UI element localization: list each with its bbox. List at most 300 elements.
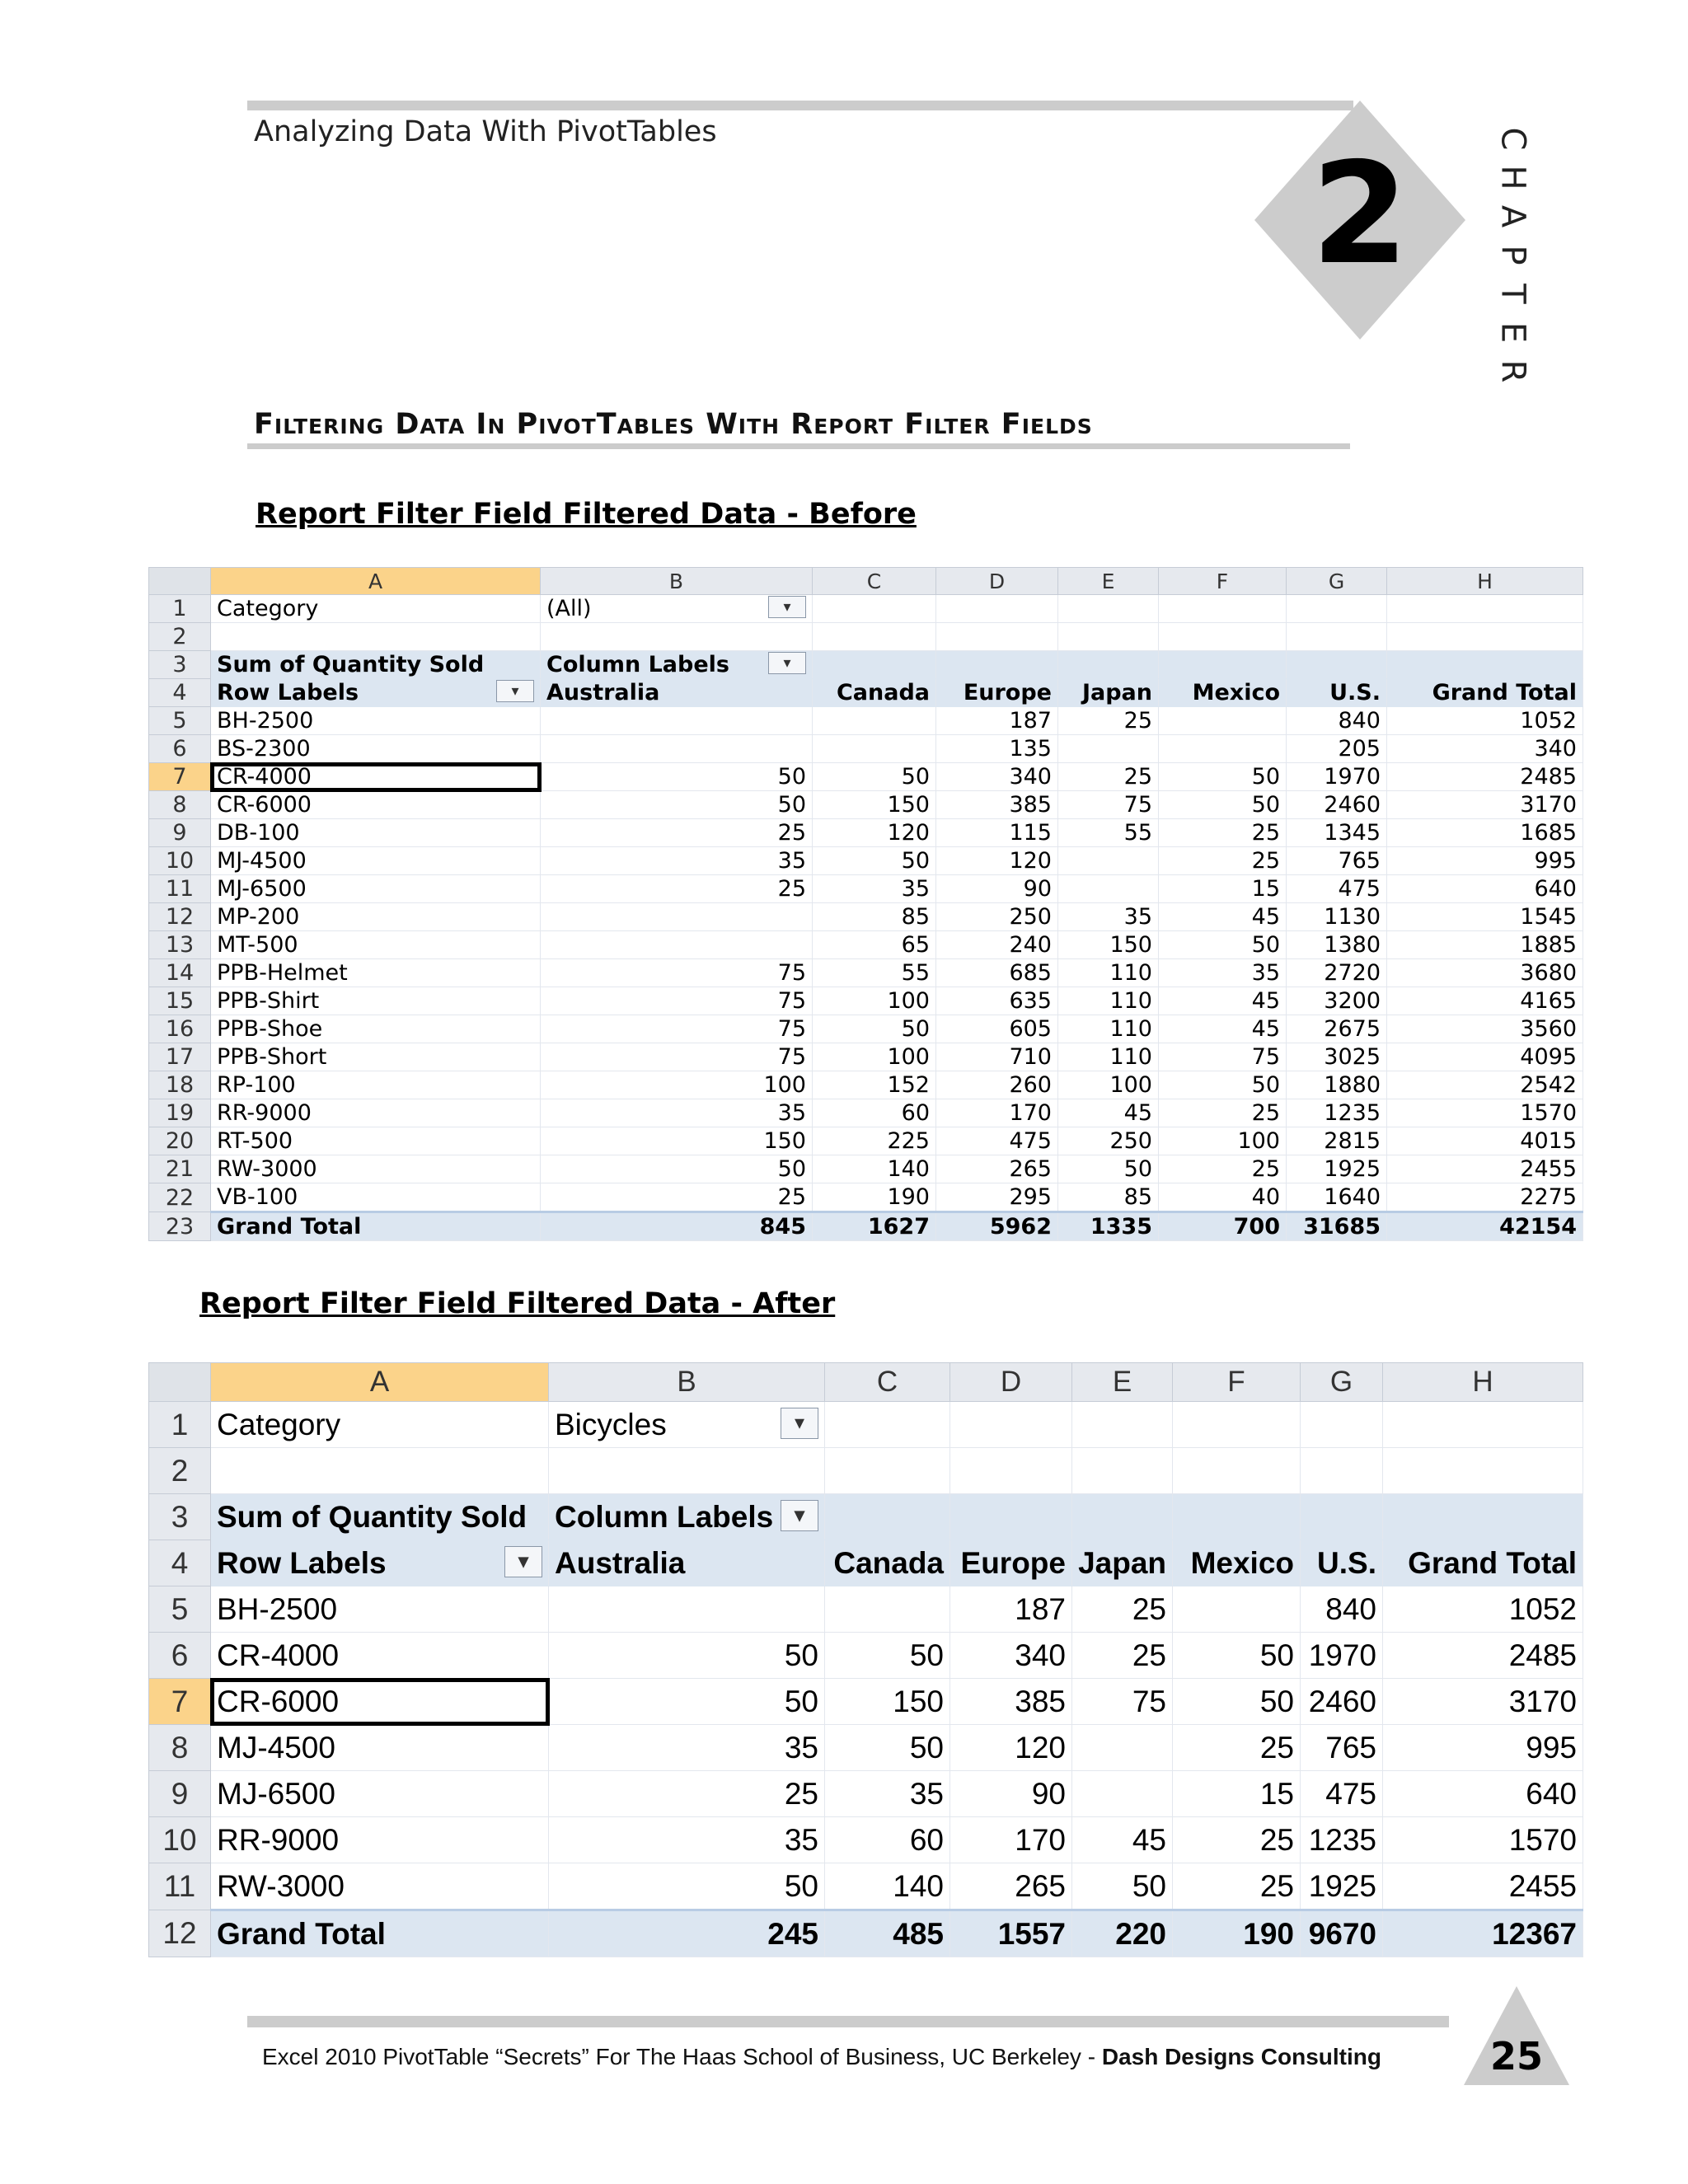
empty-cell[interactable] — [1301, 1402, 1383, 1448]
empty-cell[interactable] — [541, 623, 813, 651]
value-cell[interactable]: 50 — [541, 763, 813, 791]
empty-cell[interactable] — [1173, 1402, 1301, 1448]
value-cell[interactable] — [541, 735, 813, 763]
value-cell[interactable]: 205 — [1287, 735, 1387, 763]
select-all-corner[interactable] — [149, 1363, 211, 1402]
value-cell[interactable] — [1072, 1725, 1173, 1771]
row-labels-cell[interactable] — [211, 1540, 549, 1586]
value-cell[interactable] — [1058, 847, 1159, 875]
value-cell[interactable]: 25 — [549, 1771, 825, 1817]
value-cell[interactable]: 140 — [813, 1155, 936, 1183]
value-cell[interactable]: 50 — [813, 847, 936, 875]
value-cell[interactable]: 150 — [813, 791, 936, 819]
value-cell[interactable]: 40 — [1159, 1183, 1287, 1212]
grand-total-value[interactable]: 245 — [549, 1910, 825, 1957]
value-cell[interactable]: 1130 — [1287, 903, 1387, 931]
row-labels-dropdown-button[interactable]: ▾ — [496, 680, 534, 702]
value-cell[interactable]: 2455 — [1383, 1863, 1583, 1910]
value-cell[interactable] — [825, 1586, 950, 1633]
empty-cell[interactable] — [1383, 1402, 1583, 1448]
row-label-cell[interactable]: CR-6000 — [211, 1679, 549, 1725]
value-cell[interactable]: 50 — [1159, 763, 1287, 791]
empty-cell[interactable] — [936, 595, 1058, 623]
values-label[interactable]: Sum of Quantity Sold — [211, 651, 541, 679]
value-cell[interactable]: 1925 — [1287, 1155, 1387, 1183]
column-header-g[interactable]: G — [1301, 1363, 1383, 1402]
value-cell[interactable]: 475 — [936, 1127, 1058, 1155]
value-cell[interactable]: 25 — [1058, 707, 1159, 735]
value-cell[interactable]: 50 — [549, 1863, 825, 1910]
column-labels-cell[interactable] — [549, 1494, 825, 1540]
value-cell[interactable]: 50 — [1159, 931, 1287, 959]
row-header-2[interactable]: 2 — [149, 623, 211, 651]
row-header-4[interactable]: 4 — [149, 679, 211, 707]
grand-total-value[interactable]: 5962 — [936, 1212, 1058, 1241]
value-cell[interactable]: 170 — [950, 1817, 1072, 1863]
value-cell[interactable]: 225 — [813, 1127, 936, 1155]
value-cell[interactable] — [1159, 735, 1287, 763]
value-cell[interactable]: 85 — [813, 903, 936, 931]
value-cell[interactable]: 50 — [549, 1679, 825, 1725]
column-labels-cell[interactable] — [541, 651, 813, 679]
row-label-cell[interactable]: BH-2500 — [211, 1586, 549, 1633]
value-cell[interactable]: 2460 — [1301, 1679, 1383, 1725]
value-cell[interactable] — [1072, 1771, 1173, 1817]
value-cell[interactable]: 840 — [1301, 1586, 1383, 1633]
pivot-column-heading[interactable]: Mexico — [1159, 679, 1287, 707]
row-label-cell[interactable]: MJ-6500 — [211, 875, 541, 903]
value-cell[interactable]: 25 — [1173, 1863, 1301, 1910]
value-cell[interactable] — [541, 903, 813, 931]
value-cell[interactable]: 475 — [1287, 875, 1387, 903]
value-cell[interactable]: 110 — [1058, 1043, 1159, 1071]
empty-cell[interactable] — [1287, 623, 1387, 651]
empty-cell[interactable] — [211, 1448, 549, 1494]
value-cell[interactable]: 45 — [1159, 1015, 1287, 1043]
value-cell[interactable]: 25 — [1173, 1725, 1301, 1771]
value-cell[interactable]: 1052 — [1383, 1586, 1583, 1633]
row-header-3[interactable]: 3 — [149, 651, 211, 679]
pivot-column-heading[interactable]: Canada — [825, 1540, 950, 1586]
value-cell[interactable]: 635 — [936, 987, 1058, 1015]
empty-cell[interactable] — [825, 1402, 950, 1448]
empty-cell[interactable] — [1072, 1448, 1173, 1494]
column-header-h[interactable]: H — [1387, 568, 1583, 595]
value-cell[interactable]: 135 — [936, 735, 1058, 763]
value-cell[interactable] — [1058, 735, 1159, 763]
value-cell[interactable]: 187 — [936, 707, 1058, 735]
row-label-cell[interactable]: PPB-Short — [211, 1043, 541, 1071]
value-cell[interactable]: 50 — [825, 1633, 950, 1679]
row-label-cell[interactable]: PPB-Shoe — [211, 1015, 541, 1043]
value-cell[interactable]: 150 — [825, 1679, 950, 1725]
value-cell[interactable]: 1052 — [1387, 707, 1583, 735]
row-label-cell[interactable]: MP-200 — [211, 903, 541, 931]
empty-cell[interactable] — [825, 1494, 950, 1540]
value-cell[interactable] — [541, 707, 813, 735]
row-header-18[interactable]: 18 — [149, 1071, 211, 1099]
value-cell[interactable] — [1159, 707, 1287, 735]
value-cell[interactable]: 640 — [1383, 1771, 1583, 1817]
value-cell[interactable]: 25 — [1159, 1099, 1287, 1127]
pivot-column-heading[interactable]: Mexico — [1173, 1540, 1301, 1586]
grand-total-value[interactable]: 12367 — [1383, 1910, 1583, 1957]
column-header-f[interactable]: F — [1159, 568, 1287, 595]
value-cell[interactable]: 1970 — [1287, 763, 1387, 791]
value-cell[interactable]: 25 — [541, 1183, 813, 1212]
value-cell[interactable]: 100 — [1058, 1071, 1159, 1099]
value-cell[interactable]: 110 — [1058, 1015, 1159, 1043]
filter-dropdown-button[interactable]: ▾ — [781, 1408, 818, 1439]
value-cell[interactable]: 25 — [1159, 847, 1287, 875]
column-header-b[interactable]: B — [549, 1363, 825, 1402]
value-cell[interactable]: 100 — [813, 987, 936, 1015]
value-cell[interactable]: 1345 — [1287, 819, 1387, 847]
value-cell[interactable]: 1640 — [1287, 1183, 1387, 1212]
empty-cell[interactable] — [1072, 1402, 1173, 1448]
row-labels-dropdown-button[interactable]: ▾ — [504, 1546, 542, 1577]
value-cell[interactable]: 2675 — [1287, 1015, 1387, 1043]
value-cell[interactable]: 110 — [1058, 959, 1159, 987]
value-cell[interactable]: 35 — [549, 1725, 825, 1771]
column-header-c[interactable]: C — [813, 568, 936, 595]
empty-cell[interactable] — [1301, 1448, 1383, 1494]
value-cell[interactable]: 50 — [1072, 1863, 1173, 1910]
empty-cell[interactable] — [1387, 651, 1583, 679]
empty-cell[interactable] — [1058, 623, 1159, 651]
value-cell[interactable]: 605 — [936, 1015, 1058, 1043]
value-cell[interactable]: 1685 — [1387, 819, 1583, 847]
empty-cell[interactable] — [1159, 595, 1287, 623]
pivot-column-heading[interactable]: U.S. — [1287, 679, 1387, 707]
value-cell[interactable]: 100 — [1159, 1127, 1287, 1155]
select-all-corner[interactable] — [149, 568, 211, 595]
value-cell[interactable]: 150 — [541, 1127, 813, 1155]
value-cell[interactable]: 45 — [1072, 1817, 1173, 1863]
value-cell[interactable]: 840 — [1287, 707, 1387, 735]
value-cell[interactable]: 295 — [936, 1183, 1058, 1212]
value-cell[interactable]: 1885 — [1387, 931, 1583, 959]
value-cell[interactable]: 140 — [825, 1863, 950, 1910]
column-labels-dropdown-button[interactable]: ▾ — [768, 652, 806, 674]
value-cell[interactable]: 85 — [1058, 1183, 1159, 1212]
empty-cell[interactable] — [1387, 623, 1583, 651]
value-cell[interactable]: 640 — [1387, 875, 1583, 903]
grand-total-value[interactable]: 220 — [1072, 1910, 1173, 1957]
row-label-cell[interactable]: BS-2300 — [211, 735, 541, 763]
column-header-a[interactable]: A — [211, 1363, 549, 1402]
row-header-3[interactable]: 3 — [149, 1494, 211, 1540]
row-label-cell[interactable]: PPB-Helmet — [211, 959, 541, 987]
column-header-e[interactable]: E — [1058, 568, 1159, 595]
pivot-column-heading[interactable]: Europe — [950, 1540, 1072, 1586]
column-header-h[interactable]: H — [1383, 1363, 1583, 1402]
row-header-8[interactable]: 8 — [149, 1725, 211, 1771]
row-header-5[interactable]: 5 — [149, 1586, 211, 1633]
column-header-d[interactable]: D — [936, 568, 1058, 595]
row-header-10[interactable]: 10 — [149, 847, 211, 875]
value-cell[interactable] — [1058, 875, 1159, 903]
value-cell[interactable]: 120 — [950, 1725, 1072, 1771]
empty-cell[interactable] — [549, 1448, 825, 1494]
value-cell[interactable]: 50 — [825, 1725, 950, 1771]
row-label-cell[interactable]: MJ-6500 — [211, 1771, 549, 1817]
value-cell[interactable]: 1970 — [1301, 1633, 1383, 1679]
grand-total-label[interactable]: Grand Total — [211, 1910, 549, 1957]
row-header-20[interactable]: 20 — [149, 1127, 211, 1155]
value-cell[interactable]: 35 — [549, 1817, 825, 1863]
row-header-7[interactable]: 7 — [149, 1679, 211, 1725]
value-cell[interactable]: 45 — [1159, 903, 1287, 931]
value-cell[interactable]: 152 — [813, 1071, 936, 1099]
empty-cell[interactable] — [825, 1448, 950, 1494]
value-cell[interactable]: 25 — [1072, 1633, 1173, 1679]
row-header-6[interactable]: 6 — [149, 1633, 211, 1679]
row-label-cell[interactable]: RW-3000 — [211, 1155, 541, 1183]
value-cell[interactable]: 120 — [813, 819, 936, 847]
value-cell[interactable]: 35 — [541, 847, 813, 875]
value-cell[interactable]: 25 — [1159, 1155, 1287, 1183]
value-cell[interactable]: 265 — [936, 1155, 1058, 1183]
value-cell[interactable]: 50 — [1159, 1071, 1287, 1099]
row-header-11[interactable]: 11 — [149, 1863, 211, 1910]
value-cell[interactable]: 25 — [541, 819, 813, 847]
value-cell[interactable]: 385 — [936, 791, 1058, 819]
value-cell[interactable]: 1880 — [1287, 1071, 1387, 1099]
empty-cell[interactable] — [1383, 1448, 1583, 1494]
pivot-column-heading[interactable]: Grand Total — [1387, 679, 1583, 707]
value-cell[interactable]: 35 — [1058, 903, 1159, 931]
pivot-column-heading[interactable]: Europe — [936, 679, 1058, 707]
row-header-2[interactable]: 2 — [149, 1448, 211, 1494]
grand-total-value[interactable]: 1335 — [1058, 1212, 1159, 1241]
value-cell[interactable]: 90 — [950, 1771, 1072, 1817]
empty-cell[interactable] — [1173, 1448, 1301, 1494]
value-cell[interactable]: 3170 — [1387, 791, 1583, 819]
value-cell[interactable]: 170 — [936, 1099, 1058, 1127]
value-cell[interactable]: 1925 — [1301, 1863, 1383, 1910]
pivot-column-heading[interactable]: Grand Total — [1383, 1540, 1583, 1586]
value-cell[interactable]: 25 — [541, 875, 813, 903]
value-cell[interactable]: 3680 — [1387, 959, 1583, 987]
row-header-4[interactable]: 4 — [149, 1540, 211, 1586]
row-label-cell[interactable]: DB-100 — [211, 819, 541, 847]
filter-label[interactable]: Category — [211, 1402, 549, 1448]
value-cell[interactable]: 15 — [1173, 1771, 1301, 1817]
value-cell[interactable]: 100 — [813, 1043, 936, 1071]
value-cell[interactable]: 3170 — [1383, 1679, 1583, 1725]
value-cell[interactable]: 4015 — [1387, 1127, 1583, 1155]
row-label-cell[interactable]: VB-100 — [211, 1183, 541, 1212]
grand-total-value[interactable]: 845 — [541, 1212, 813, 1241]
value-cell[interactable]: 50 — [541, 1155, 813, 1183]
value-cell[interactable]: 25 — [1058, 763, 1159, 791]
pivot-column-heading[interactable]: Japan — [1058, 679, 1159, 707]
empty-cell[interactable] — [1383, 1494, 1583, 1540]
pivot-column-heading[interactable]: Canada — [813, 679, 936, 707]
empty-cell[interactable] — [1159, 623, 1287, 651]
empty-cell[interactable] — [211, 623, 541, 651]
value-cell[interactable]: 187 — [950, 1586, 1072, 1633]
filter-dropdown-button[interactable]: ▾ — [768, 596, 806, 618]
empty-cell[interactable] — [1387, 595, 1583, 623]
value-cell[interactable]: 60 — [825, 1817, 950, 1863]
grand-total-value[interactable]: 1627 — [813, 1212, 936, 1241]
value-cell[interactable]: 3560 — [1387, 1015, 1583, 1043]
column-header-b[interactable]: B — [541, 568, 813, 595]
filter-value-cell[interactable] — [541, 595, 813, 623]
grand-total-value[interactable]: 31685 — [1287, 1212, 1387, 1241]
column-header-g[interactable]: G — [1287, 568, 1387, 595]
value-cell[interactable]: 995 — [1383, 1725, 1583, 1771]
row-label-cell[interactable]: CR-6000 — [211, 791, 541, 819]
empty-cell[interactable] — [1058, 651, 1159, 679]
value-cell[interactable]: 50 — [541, 791, 813, 819]
column-header-d[interactable]: D — [950, 1363, 1072, 1402]
value-cell[interactable]: 35 — [1159, 959, 1287, 987]
row-label-cell[interactable]: MJ-4500 — [211, 847, 541, 875]
value-cell[interactable] — [541, 931, 813, 959]
value-cell[interactable]: 4095 — [1387, 1043, 1583, 1071]
value-cell[interactable]: 110 — [1058, 987, 1159, 1015]
row-header-14[interactable]: 14 — [149, 959, 211, 987]
value-cell[interactable]: 340 — [936, 763, 1058, 791]
row-header-5[interactable]: 5 — [149, 707, 211, 735]
filter-value-cell[interactable] — [549, 1402, 825, 1448]
value-cell[interactable]: 1380 — [1287, 931, 1387, 959]
row-header-16[interactable]: 16 — [149, 1015, 211, 1043]
row-header-7[interactable]: 7 — [149, 763, 211, 791]
row-header-1[interactable]: 1 — [149, 1402, 211, 1448]
row-label-cell[interactable]: RR-9000 — [211, 1817, 549, 1863]
value-cell[interactable]: 385 — [950, 1679, 1072, 1725]
grand-total-value[interactable]: 190 — [1173, 1910, 1301, 1957]
value-cell[interactable]: 115 — [936, 819, 1058, 847]
row-header-22[interactable]: 22 — [149, 1183, 211, 1212]
row-label-cell[interactable]: RR-9000 — [211, 1099, 541, 1127]
value-cell[interactable]: 65 — [813, 931, 936, 959]
row-label-cell[interactable]: MJ-4500 — [211, 1725, 549, 1771]
empty-cell[interactable] — [950, 1448, 1072, 1494]
row-header-10[interactable]: 10 — [149, 1817, 211, 1863]
column-header-a[interactable]: A — [211, 568, 541, 595]
value-cell[interactable]: 25 — [1173, 1817, 1301, 1863]
value-cell[interactable]: 50 — [549, 1633, 825, 1679]
value-cell[interactable]: 250 — [1058, 1127, 1159, 1155]
value-cell[interactable]: 1570 — [1387, 1099, 1583, 1127]
value-cell[interactable]: 75 — [541, 1015, 813, 1043]
value-cell[interactable]: 50 — [813, 763, 936, 791]
value-cell[interactable]: 35 — [541, 1099, 813, 1127]
value-cell[interactable]: 55 — [1058, 819, 1159, 847]
grand-total-value[interactable]: 9670 — [1301, 1910, 1383, 1957]
row-header-12[interactable]: 12 — [149, 1910, 211, 1957]
value-cell[interactable]: 35 — [813, 875, 936, 903]
value-cell[interactable]: 100 — [541, 1071, 813, 1099]
value-cell[interactable]: 50 — [1159, 791, 1287, 819]
value-cell[interactable]: 765 — [1301, 1725, 1383, 1771]
empty-cell[interactable] — [1287, 651, 1387, 679]
empty-cell[interactable] — [1301, 1494, 1383, 1540]
value-cell[interactable]: 35 — [825, 1771, 950, 1817]
grand-total-label[interactable]: Grand Total — [211, 1212, 541, 1241]
value-cell[interactable]: 75 — [1159, 1043, 1287, 1071]
value-cell[interactable]: 50 — [1058, 1155, 1159, 1183]
value-cell[interactable]: 2542 — [1387, 1071, 1583, 1099]
row-label-cell[interactable]: MT-500 — [211, 931, 541, 959]
value-cell[interactable]: 340 — [950, 1633, 1072, 1679]
row-header-12[interactable]: 12 — [149, 903, 211, 931]
value-cell[interactable]: 710 — [936, 1043, 1058, 1071]
empty-cell[interactable] — [1058, 595, 1159, 623]
empty-cell[interactable] — [936, 651, 1058, 679]
empty-cell[interactable] — [936, 623, 1058, 651]
value-cell[interactable]: 4165 — [1387, 987, 1583, 1015]
value-cell[interactable]: 1545 — [1387, 903, 1583, 931]
pivot-column-heading[interactable]: Australia — [541, 679, 813, 707]
value-cell[interactable]: 45 — [1058, 1099, 1159, 1127]
row-labels-cell[interactable] — [211, 679, 541, 707]
value-cell[interactable]: 475 — [1301, 1771, 1383, 1817]
row-label-cell[interactable]: BH-2500 — [211, 707, 541, 735]
value-cell[interactable]: 260 — [936, 1071, 1058, 1099]
grand-total-value[interactable]: 700 — [1159, 1212, 1287, 1241]
value-cell[interactable]: 765 — [1287, 847, 1387, 875]
value-cell[interactable]: 75 — [1058, 791, 1159, 819]
value-cell[interactable]: 2485 — [1387, 763, 1583, 791]
value-cell[interactable] — [813, 707, 936, 735]
value-cell[interactable]: 190 — [813, 1183, 936, 1212]
empty-cell[interactable] — [950, 1402, 1072, 1448]
row-header-13[interactable]: 13 — [149, 931, 211, 959]
value-cell[interactable]: 50 — [813, 1015, 936, 1043]
value-cell[interactable] — [549, 1586, 825, 1633]
value-cell[interactable]: 75 — [541, 959, 813, 987]
value-cell[interactable]: 2815 — [1287, 1127, 1387, 1155]
value-cell[interactable]: 2455 — [1387, 1155, 1583, 1183]
value-cell[interactable]: 25 — [1159, 819, 1287, 847]
row-label-cell[interactable]: CR-4000 — [211, 763, 541, 791]
value-cell[interactable]: 60 — [813, 1099, 936, 1127]
value-cell[interactable] — [1173, 1586, 1301, 1633]
pivot-column-heading[interactable]: Japan — [1072, 1540, 1173, 1586]
empty-cell[interactable] — [1072, 1494, 1173, 1540]
value-cell[interactable]: 150 — [1058, 931, 1159, 959]
value-cell[interactable]: 75 — [541, 987, 813, 1015]
row-header-1[interactable]: 1 — [149, 595, 211, 623]
row-header-9[interactable]: 9 — [149, 819, 211, 847]
value-cell[interactable]: 45 — [1159, 987, 1287, 1015]
values-label[interactable]: Sum of Quantity Sold — [211, 1494, 549, 1540]
value-cell[interactable]: 75 — [541, 1043, 813, 1071]
row-label-cell[interactable]: RP-100 — [211, 1071, 541, 1099]
row-label-cell[interactable]: CR-4000 — [211, 1633, 549, 1679]
value-cell[interactable]: 50 — [1173, 1633, 1301, 1679]
row-header-17[interactable]: 17 — [149, 1043, 211, 1071]
empty-cell[interactable] — [813, 651, 936, 679]
value-cell[interactable]: 995 — [1387, 847, 1583, 875]
row-label-cell[interactable]: RW-3000 — [211, 1863, 549, 1910]
value-cell[interactable]: 685 — [936, 959, 1058, 987]
value-cell[interactable]: 55 — [813, 959, 936, 987]
value-cell[interactable] — [813, 735, 936, 763]
value-cell[interactable]: 240 — [936, 931, 1058, 959]
column-header-c[interactable]: C — [825, 1363, 950, 1402]
value-cell[interactable]: 1570 — [1383, 1817, 1583, 1863]
row-label-cell[interactable]: RT-500 — [211, 1127, 541, 1155]
row-header-6[interactable]: 6 — [149, 735, 211, 763]
row-header-11[interactable]: 11 — [149, 875, 211, 903]
